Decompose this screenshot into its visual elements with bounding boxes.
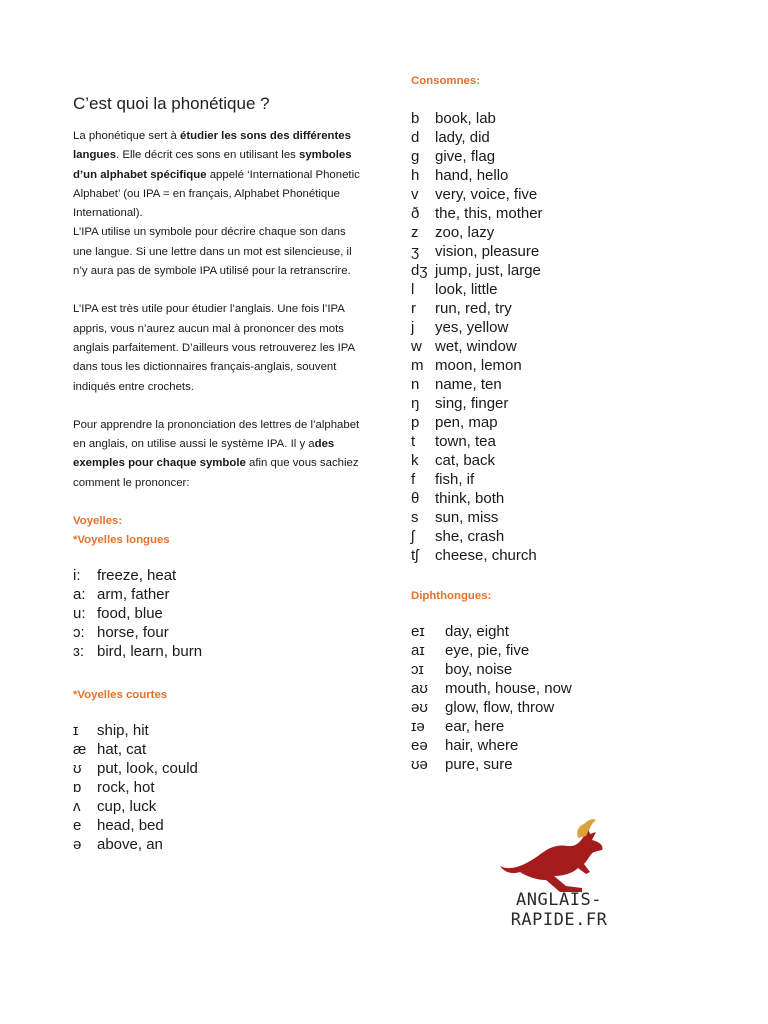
ipa-example: name, ten: [435, 376, 502, 393]
ipa-example: jump, just, large: [435, 262, 541, 279]
ipa-example: hand, hello: [435, 167, 509, 184]
ipa-symbol: w: [411, 338, 422, 355]
ipa-symbol: ʒ: [411, 243, 420, 260]
ipa-symbol: ə: [73, 836, 82, 854]
ipa-symbol: s: [411, 509, 419, 526]
ipa-row: [411, 489, 741, 508]
ipa-symbol: aʊ: [411, 680, 428, 697]
ipa-example: boy, noise: [445, 661, 513, 678]
voyelles-courtes-list: [73, 721, 363, 854]
ipa-symbol: dʒ: [411, 262, 428, 279]
ipa-row: [411, 432, 741, 451]
left-column: [73, 94, 363, 854]
intro-text-1: La phonétique sert à: [73, 130, 181, 142]
ipa-example: town, tea: [435, 433, 496, 450]
ipa-symbol: a:: [73, 586, 86, 604]
ipa-symbol: k: [411, 452, 419, 469]
ipa-example: sing, finger: [435, 395, 509, 412]
ipa-symbol: əʊ: [411, 699, 428, 716]
ipa-row: [411, 451, 741, 470]
ipa-row: [411, 527, 741, 546]
ipa-example: freeze, heat: [97, 567, 177, 585]
ipa-example: rock, hot: [97, 779, 155, 797]
ipa-symbol: e: [73, 817, 82, 835]
ipa-example: cup, luck: [97, 798, 157, 816]
ipa-row: [411, 470, 741, 489]
intro-text-3: . Elle décrit ces sons en utilisant les: [116, 149, 300, 162]
ipa-example: pen, map: [435, 414, 498, 431]
ipa-symbol: i:: [73, 567, 81, 585]
ipa-row: [411, 641, 741, 660]
ipa-symbol: ð: [411, 205, 420, 222]
ipa-row: [411, 147, 741, 166]
ipa-symbol: g: [411, 148, 420, 165]
intro-text-6: L’IPA utilise un symbole pour décrire chaque son dans une langue. Si une lettre dans un mot est silencieuse, il n’y aura pas de symbole IPA utilisé pour la retranscrire.: [73, 226, 352, 278]
ipa-row: [73, 642, 363, 661]
ipa-row: [73, 721, 363, 740]
alphabet-text-1: Pour apprendre la prononciation des lettres de l’alphabet en anglais, on utilise aussi le système IPA. Il y a: [73, 418, 360, 451]
voyelles-courtes-heading: *Voyelles courtes: [73, 689, 168, 702]
ipa-symbol: f: [411, 471, 416, 488]
ipa-row: [411, 166, 741, 185]
ipa-symbol: z: [411, 224, 419, 241]
ipa-example: pure, sure: [445, 756, 513, 773]
ipa-row: [411, 413, 741, 432]
ipa-row: [411, 736, 741, 755]
usefulness-paragraph: L’IPA est très utile pour étudier l’anglais. Une fois l’IPA appris, vous n’aurez aucun mal à prononcer des mots anglais parfaitement. D’ailleurs vous retrouverez les IPA dans tous les dictionnaires français-anglais, souvent indiqués entre crochets.: [73, 303, 355, 393]
voyelles-longues-heading: *Voyelles longues: [73, 534, 170, 547]
voyelles-heading: Voyelles:: [73, 515, 123, 528]
ipa-example: vision, pleasure: [435, 243, 540, 260]
intro-text-5: appelé ‘International Phonetic Alphabet’ (ou IPA = en français, Alphabet Phonétique International).: [73, 168, 360, 220]
ipa-symbol: eə: [411, 737, 428, 754]
ipa-row: [411, 660, 741, 679]
diphthongues-heading: Diphthongues:: [411, 590, 492, 602]
ipa-row: [411, 128, 741, 147]
intro-text-4: symboles d’un alphabet spécifique: [73, 149, 352, 181]
ipa-symbol: b: [411, 110, 420, 127]
ipa-example: very, voice, five: [435, 186, 538, 203]
ipa-row: [411, 679, 741, 698]
ipa-example: sun, miss: [435, 509, 499, 526]
ipa-symbol: h: [411, 167, 420, 184]
ipa-symbol: p: [411, 414, 420, 431]
diphthongues-list: [411, 622, 741, 774]
ipa-symbol: ɒ: [73, 779, 82, 797]
ipa-example: put, look, could: [97, 760, 198, 778]
ipa-symbol: eɪ: [411, 623, 425, 640]
ipa-row: [73, 740, 363, 759]
ipa-example: ship, hit: [97, 722, 149, 740]
ipa-symbol: m: [411, 357, 424, 374]
ipa-symbol: ŋ: [411, 395, 420, 412]
ipa-example: above, an: [97, 836, 163, 854]
ipa-row: [73, 604, 363, 623]
ipa-row: [73, 835, 363, 854]
ipa-example: give, flag: [435, 148, 496, 165]
ipa-example: day, eight: [445, 623, 509, 640]
ipa-symbol: æ: [73, 741, 87, 759]
ipa-symbol: θ: [411, 490, 420, 507]
ipa-symbol: t: [411, 433, 416, 450]
ipa-row: [411, 356, 741, 375]
ipa-example: moon, lemon: [435, 357, 522, 374]
ipa-row: [411, 204, 741, 223]
ipa-example: food, blue: [97, 605, 163, 623]
ipa-symbol: ɪə: [411, 718, 425, 735]
ipa-example: eye, pie, five: [445, 642, 530, 659]
ipa-example: yes, yellow: [435, 319, 509, 336]
ipa-example: glow, flow, throw: [445, 699, 555, 716]
ipa-row: [73, 778, 363, 797]
consonnes-heading: Consomnes:: [411, 75, 480, 87]
voyelles-longues-list: [73, 566, 363, 661]
ipa-symbol: ʊə: [411, 756, 428, 773]
ipa-symbol: ʊ: [73, 760, 82, 778]
ipa-example: mouth, house, now: [445, 680, 572, 697]
ipa-example: hair, where: [445, 737, 519, 754]
ipa-example: hat, cat: [97, 741, 147, 759]
ipa-row: [411, 280, 741, 299]
ipa-example: the, this, mother: [435, 205, 543, 222]
ipa-example: run, red, try: [435, 300, 512, 317]
ipa-row: [411, 375, 741, 394]
ipa-symbol: r: [411, 300, 416, 317]
ipa-symbol: d: [411, 129, 420, 146]
intro-text-2: étudier les sons des différentes langues: [73, 130, 351, 162]
ipa-example: horse, four: [97, 624, 169, 642]
ipa-symbol: ʌ: [73, 798, 81, 816]
ipa-symbol: v: [411, 186, 419, 203]
ipa-row: [411, 299, 741, 318]
ipa-row: [411, 546, 741, 565]
ipa-row: [73, 759, 363, 778]
ipa-row: [411, 508, 741, 527]
ipa-example: cat, back: [435, 452, 496, 469]
ipa-example: lady, did: [435, 129, 490, 146]
ipa-row: [73, 797, 363, 816]
ipa-row: [411, 242, 741, 261]
ipa-example: cheese, church: [435, 547, 537, 564]
ipa-symbol: u:: [73, 605, 86, 623]
ipa-example: bird, learn, burn: [97, 643, 203, 661]
ipa-row: [73, 816, 363, 835]
ipa-example: head, bed: [97, 817, 164, 835]
ipa-example: look, little: [435, 281, 498, 298]
ipa-symbol: l: [411, 281, 415, 298]
ipa-row: [73, 566, 363, 585]
ipa-row: [411, 318, 741, 337]
ipa-example: book, lab: [435, 110, 496, 127]
ipa-example: ear, here: [445, 718, 505, 735]
ipa-symbol: j: [411, 319, 415, 336]
ipa-example: wet, window: [435, 338, 517, 355]
ipa-row: [411, 223, 741, 242]
page-title: C’est quoi la phonétique ?: [73, 94, 270, 113]
logo-text: ANGLAIS-RAPIDE.FR: [510, 890, 608, 930]
ipa-row: [411, 261, 741, 280]
ipa-example: she, crash: [435, 528, 505, 545]
ipa-row: [411, 185, 741, 204]
alphabet-paragraph: [73, 416, 363, 493]
ipa-symbol: ɔɪ: [411, 661, 424, 678]
ipa-example: zoo, lazy: [435, 224, 495, 241]
ipa-symbol: aɪ: [411, 642, 425, 659]
alphabet-text-3: afin que vous sachiez comment le prononcer:: [73, 457, 359, 489]
ipa-row: [411, 755, 741, 774]
ipa-symbol: ɜ:: [73, 643, 85, 661]
ipa-row: [73, 585, 363, 604]
ipa-row: [411, 698, 741, 717]
ipa-symbol: ʃ: [411, 528, 415, 545]
ipa-row: [411, 394, 741, 413]
ipa-row: [411, 337, 741, 356]
ipa-symbol: ɪ: [73, 722, 79, 740]
ipa-symbol: tʃ: [411, 547, 419, 564]
ipa-example: arm, father: [97, 586, 170, 604]
ipa-row: [411, 109, 741, 128]
ipa-row: [411, 622, 741, 641]
right-column: [411, 72, 741, 774]
ipa-symbol: n: [411, 376, 420, 393]
ipa-example: think, both: [435, 490, 505, 507]
intro-paragraph: [73, 127, 363, 281]
consonnes-list: [411, 109, 741, 565]
ipa-example: fish, if: [435, 471, 475, 488]
ipa-row: [73, 623, 363, 642]
ipa-row: [411, 717, 741, 736]
alphabet-text-2: des exemples pour chaque symbole: [73, 438, 335, 470]
ipa-symbol: ɔ:: [73, 624, 85, 642]
